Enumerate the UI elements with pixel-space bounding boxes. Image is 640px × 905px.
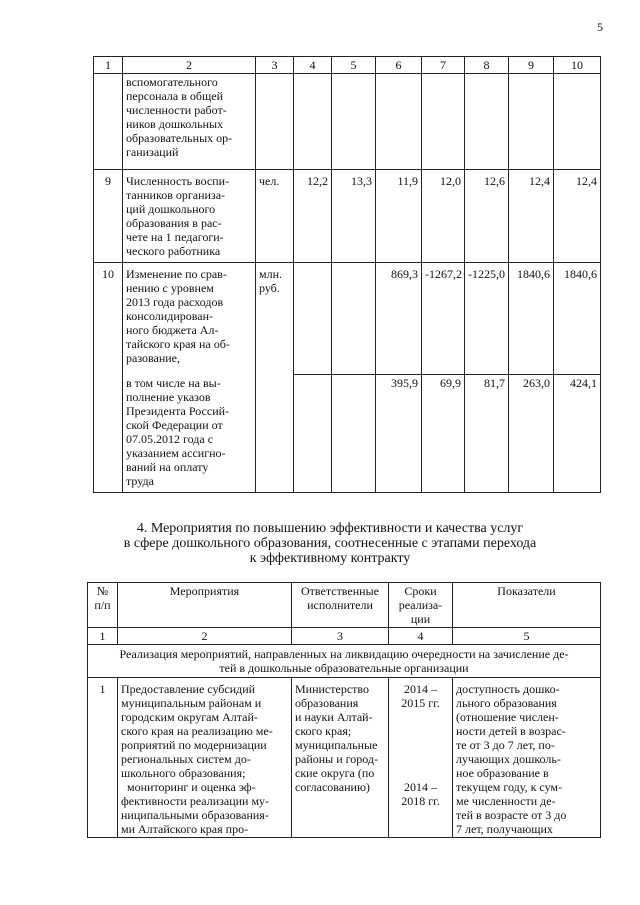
- unit: чел.: [256, 170, 294, 263]
- table-row: [94, 375, 601, 493]
- value-cell: 12,4: [554, 170, 601, 263]
- col-header: 7: [422, 57, 465, 74]
- header-row: [88, 583, 601, 628]
- terms-text: 2014 – 2015 гг. 2014 – 2018 гг.: [389, 678, 453, 838]
- value-cell: 12,6: [465, 170, 509, 263]
- value-cell: 424,1: [554, 375, 601, 493]
- indicators-text: доступность дошко- льного образования (отношение числен- ности детей в возрас- те от 3 до 7 лет, по- лучающих дошколь- ное образование в текущем году, к сум- ме численности де- тей в возрасте от 3 до 7 лет, получающих: [453, 678, 601, 838]
- heading-line: в сфере дошкольного образования, соотнесенные с этапами перехода: [123, 536, 537, 551]
- indicator-name: в том числе на вы- полнение указов Президента Россий- ской Федерации от 07.05.2012 года с указанием ассигно- ваний на оплату труда: [123, 375, 256, 493]
- col-header-measures: Мероприятия: [118, 583, 292, 628]
- table-row: [88, 678, 601, 838]
- value-cell: -1267,2: [422, 263, 465, 375]
- col-header: 8: [465, 57, 509, 74]
- indicator-name: вспомогательного персонала в общей численности работ- ников дошкольных образовательных ор- ганизаций: [123, 74, 256, 170]
- col-number: 5: [453, 628, 601, 645]
- row-number: 1: [88, 678, 118, 838]
- value-cell: 11,9: [376, 170, 422, 263]
- value-cell: 12,4: [509, 170, 554, 263]
- heading-line: к эффективному контракту: [249, 551, 411, 566]
- value-cell: 1840,6: [509, 263, 554, 375]
- measure-text: Предоставление субсидий муниципальным районам и городским округам Алтай- ского края на реализацию ме- роприятий по модернизации региональных систем до- школьного образования; мониторинг и оценка эф- фективности реализации му- ниципальными образования- ми Алтайского края про-: [118, 678, 292, 838]
- value-cell: 13,3: [332, 170, 376, 263]
- col-number: 3: [292, 628, 389, 645]
- section-row: [88, 645, 601, 678]
- table-row: [94, 74, 601, 170]
- row-number: 10: [94, 263, 123, 493]
- col-number: 4: [389, 628, 453, 645]
- numbers-row: [88, 628, 601, 645]
- value-cell: 1840,6: [554, 263, 601, 375]
- col-number: 1: [88, 628, 118, 645]
- heading-line: 4. Мероприятия по повышению эффективности и качества услуг: [136, 521, 524, 536]
- section-heading: [80, 521, 580, 566]
- indicator-name: Численность воспи- танников организа- ций дошкольного образования в рас- чете на 1 педагоги- ческого работника: [123, 170, 256, 263]
- header-row: [94, 57, 601, 74]
- page-number: 5: [597, 20, 603, 34]
- col-header: 2: [123, 57, 256, 74]
- executors-text: Министерство образования и науки Алтай- ского края; муниципальные районы и город- ские округа (по согласованию): [292, 678, 389, 838]
- section-title: Реализация мероприятий, направленных на ликвидацию очередности на зачисление де- тей в дошкольные образовательные организации: [88, 645, 601, 678]
- indicator-name: Изменение по срав- нению с уровнем 2013 года расходов консолидирован- ного бюджета Ал- тайского края на об- разование,: [123, 263, 256, 375]
- col-header: 10: [554, 57, 601, 74]
- value-cell: 395,9: [376, 375, 422, 493]
- value-cell: -1225,0: [465, 263, 509, 375]
- value-cell: 869,3: [376, 263, 422, 375]
- value-cell: 81,7: [465, 375, 509, 493]
- col-header-executors: Ответственные исполнители: [292, 583, 389, 628]
- measures-table: [87, 582, 601, 838]
- col-header: 5: [332, 57, 376, 74]
- col-header: 9: [509, 57, 554, 74]
- indicators-table: [93, 56, 601, 493]
- col-number: 2: [118, 628, 292, 645]
- col-header: 6: [376, 57, 422, 74]
- value-cell: 69,9: [422, 375, 465, 493]
- col-header: 1: [94, 57, 123, 74]
- unit: млн. руб.: [256, 263, 294, 493]
- value-cell: 12,0: [422, 170, 465, 263]
- col-header: 4: [294, 57, 332, 74]
- col-header-indicators: Показатели: [453, 583, 601, 628]
- table-row: [94, 263, 601, 375]
- col-header-num: № п/п: [88, 583, 118, 628]
- row-number: 9: [94, 170, 123, 263]
- value-cell: 263,0: [509, 375, 554, 493]
- col-header: 3: [256, 57, 294, 74]
- value-cell: 12,2: [294, 170, 332, 263]
- table-row: [94, 170, 601, 263]
- col-header-terms: Сроки реализа- ции: [389, 583, 453, 628]
